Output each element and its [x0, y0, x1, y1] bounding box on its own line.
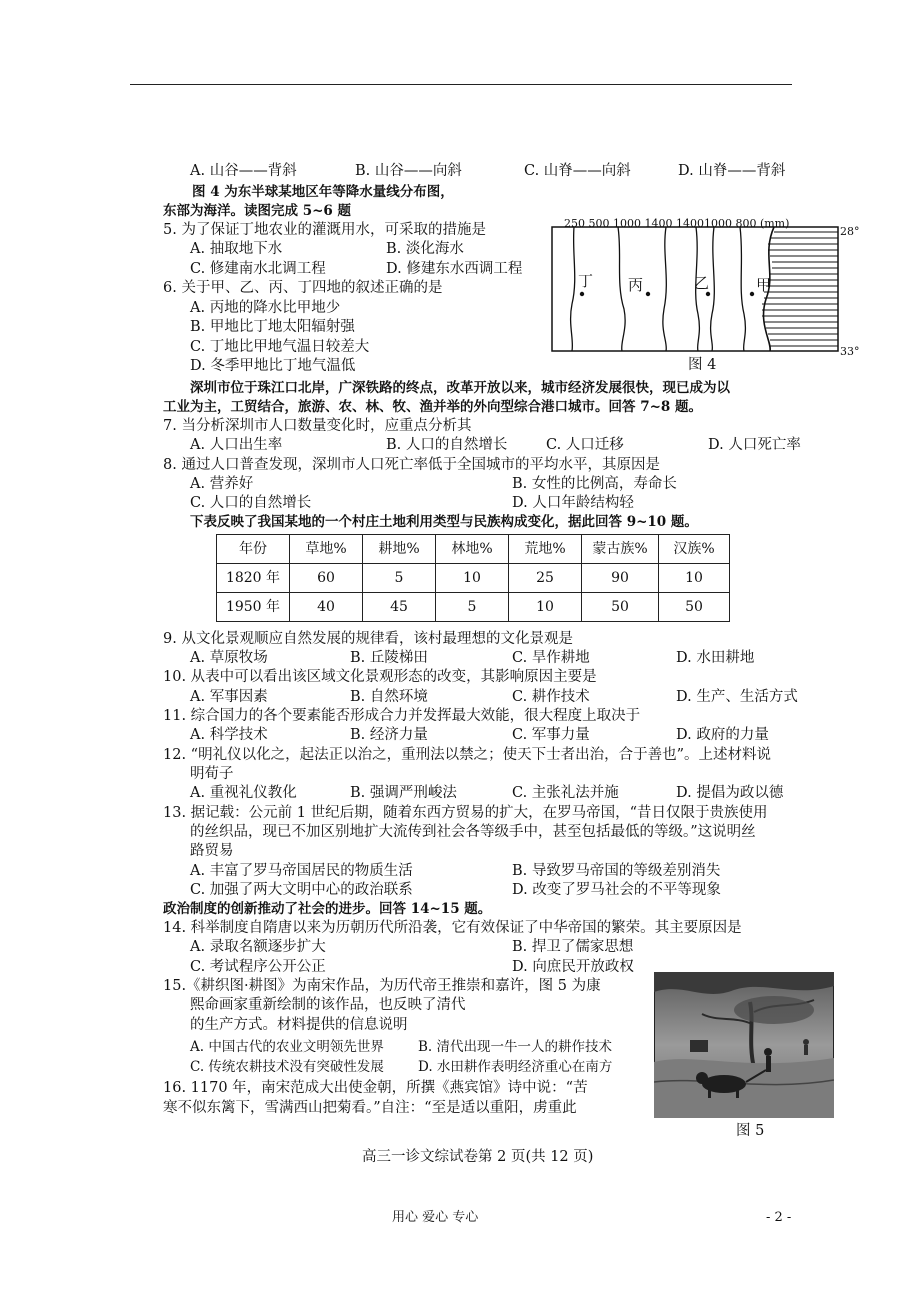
- q13-option-a: A. 丰富了罗马帝国居民的物质生活: [190, 863, 413, 879]
- q9-option-a: A. 草原牧场: [190, 650, 268, 666]
- q14-option-a: A. 录取名额逐步扩大: [190, 939, 326, 955]
- q10-option-d: D. 生产、生活方式: [676, 689, 798, 705]
- q12-option-a: A. 重视礼仪教化: [190, 785, 297, 801]
- fig4-intro-line1: 图 4 为东半球某地区年等降水量线分布图，: [192, 184, 454, 200]
- table-cell: 45: [363, 593, 436, 622]
- table-cell: 25: [509, 564, 582, 593]
- q14-option-c: C. 考试程序公开公正: [190, 959, 326, 975]
- shenzhen-intro-line2: 工业为主，工贸结合，旅游、农、林、牧、渔并举的外向型综合港口城市。回答 7~8 题。: [163, 399, 702, 415]
- latitude-top-label: 28°: [840, 225, 860, 238]
- q15-stem-line3: 的生产方式。材料提供的信息说明: [190, 1017, 408, 1033]
- q15-option-a: A. 中国古代的农业文明领先世界: [190, 1039, 384, 1055]
- place-label-bing: 丙: [628, 276, 644, 294]
- q10-option-a: A. 军事因素: [190, 689, 268, 705]
- q10-option-c: C. 耕作技术: [512, 689, 590, 705]
- exam-page-footer: 高三一诊文综试卷第 2 页(共 12 页): [362, 1149, 594, 1165]
- table-row: [217, 593, 730, 622]
- q10-stem: 10. 从表中可以看出该区域文化景观形态的改变，其影响原因主要是: [163, 669, 597, 685]
- shenzhen-intro-line1: 深圳市位于珠江口北岸，广深铁路的终点，改革开放以来，城市经济发展很快，现已成为以: [190, 380, 730, 396]
- place-dot-bing: [646, 292, 650, 296]
- q12-option-c: C. 主张礼法并施: [512, 785, 619, 801]
- q8-stem: 8. 通过人口普查发现，深圳市人口死亡率低于全国城市的平均水平，其原因是: [163, 457, 660, 473]
- q4-option-a: A. 山谷——背斜: [190, 163, 297, 179]
- land-use-table: [216, 534, 730, 622]
- isohyet-map-figure: [548, 214, 868, 372]
- table-header-cell: 耕地%: [363, 535, 436, 564]
- table-header-cell: 汉族%: [659, 535, 730, 564]
- table-cell: 1950 年: [217, 593, 290, 622]
- fig4-intro-line2: 东部为海洋。读图完成 5~6 题: [163, 203, 351, 219]
- q15-option-c: C. 传统农耕技术没有突破性发展: [190, 1059, 384, 1075]
- q7-option-c: C. 人口迁移: [546, 437, 624, 453]
- q15-stem-line1: 15.《耕织图·耕图》为南宋作品，为历代帝王推崇和嘉许，图 5 为康: [163, 978, 601, 994]
- q15-stem-line2: 熙命画家重新绘制的该作品，也反映了清代: [190, 997, 466, 1013]
- q8-option-b: B. 女性的比例高，寿命长: [512, 476, 677, 492]
- q12-stem-line2: 明荀子: [190, 766, 234, 782]
- table-header-row: [217, 535, 730, 564]
- q9-option-c: C. 旱作耕地: [512, 650, 590, 666]
- table-cell: 5: [436, 593, 509, 622]
- q4-option-c: C. 山脊——向斜: [524, 163, 631, 179]
- q5-stem: 5. 为了保证丁地农业的灌溉用水，可采取的措施是: [163, 222, 486, 238]
- q13-stem-line1: 13. 据记载：公元前 1 世纪后期，随着东西方贸易的扩大，在罗马帝国，“昔日仅限于贵族使用: [163, 805, 768, 821]
- intro-14-15: 政治制度的创新推动了社会的进步。回答 14~15 题。: [163, 901, 492, 917]
- q6-option-b: B. 甲地比丁地太阳辐射强: [190, 319, 355, 335]
- q8-option-c: C. 人口的自然增长: [190, 495, 312, 511]
- q13-option-d: D. 改变了罗马社会的不平等现象: [512, 882, 721, 898]
- table-cell: 1820 年: [217, 564, 290, 593]
- q13-stem-line2: 的丝织品，现已不加区别地扩大流传到社会各等级手中，甚至包括最低的等级。”这说明丝: [190, 824, 756, 840]
- table-cell: 40: [290, 593, 363, 622]
- q13-option-b: B. 导致罗马帝国的等级差别消失: [512, 863, 721, 879]
- q12-stem-line1: 12. “明礼仪以化之，起法正以治之，重刑法以禁之；使天下士者出治，合于善也”。上述材料说: [163, 747, 771, 763]
- table-cell: 50: [659, 593, 730, 622]
- q13-stem-line3: 路贸易: [190, 843, 234, 859]
- isohyet-values-label: 250 500 1000 1400 14001000 800 (mm): [564, 217, 790, 230]
- table-cell: 60: [290, 564, 363, 593]
- q5-option-b: B. 淡化海水: [386, 241, 464, 257]
- farming-painting-figure: [654, 972, 834, 1139]
- table-header-cell: 年份: [217, 535, 290, 564]
- q11-option-d: D. 政府的力量: [676, 727, 769, 743]
- q5-option-a: A. 抽取地下水: [190, 241, 283, 257]
- q6-option-d: D. 冬季甲地比丁地气温低: [190, 358, 356, 374]
- q9-option-d: D. 水田耕地: [676, 650, 755, 666]
- place-label-yi: 乙: [694, 274, 710, 292]
- q12-option-b: B. 强调严刑峻法: [350, 785, 457, 801]
- table-row: [217, 564, 730, 593]
- fig4-caption: 图 4: [688, 357, 717, 373]
- q5-option-c: C. 修建南水北调工程: [190, 261, 326, 277]
- place-label-ding: 丁: [578, 272, 594, 290]
- latitude-bottom-label: 33°: [840, 345, 860, 358]
- q16-line2: 寒不似东篱下，雪满西山把菊看。”自注：“至是适以重阳，虏重此: [163, 1100, 577, 1116]
- q11-option-b: B. 经济力量: [350, 727, 428, 743]
- table-cell: 10: [436, 564, 509, 593]
- q6-option-a: A. 丙地的降水比甲地少: [190, 300, 341, 316]
- q5-option-d: D. 修建东水西调工程: [386, 261, 523, 277]
- q14-stem: 14. 科举制度自隋唐以来为历朝历代所沿袭，它有效保证了中华帝国的繁荣。其主要原因是: [163, 920, 742, 936]
- q7-option-b: B. 人口的自然增长: [386, 437, 508, 453]
- table-header-cell: 草地%: [290, 535, 363, 564]
- table-header-cell: 林地%: [436, 535, 509, 564]
- q9-option-b: B. 丘陵梯田: [350, 650, 428, 666]
- q16-line1: 16. 1170 年，南宋范成大出使金朝，所撰《燕宾馆》诗中说：“苦: [163, 1080, 588, 1096]
- place-dot-ding: [580, 292, 584, 296]
- q6-stem: 6. 关于甲、乙、丙、丁四地的叙述正确的是: [163, 280, 443, 296]
- table-header-cell: 蒙古族%: [582, 535, 659, 564]
- table-header-cell: 荒地%: [509, 535, 582, 564]
- q12-option-d: D. 提倡为政以德: [676, 785, 784, 801]
- table-cell: 10: [659, 564, 730, 593]
- table-cell: 10: [509, 593, 582, 622]
- table-cell: 5: [363, 564, 436, 593]
- q8-option-d: D. 人口年龄结构轻: [512, 495, 634, 511]
- q11-option-c: C. 军事力量: [512, 727, 590, 743]
- q7-stem: 7. 当分析深圳市人口数量变化时，应重点分析其: [163, 418, 472, 434]
- isohyet-map: [548, 214, 868, 372]
- q15-option-d: D. 水田耕作表明经济重心在南方: [418, 1059, 613, 1075]
- table-intro: 下表反映了我国某地的一个村庄土地利用类型与民族构成变化，据此回答 9~10 题。: [190, 514, 698, 530]
- q14-option-d: D. 向庶民开放政权: [512, 959, 634, 975]
- table-cell: 90: [582, 564, 659, 593]
- q7-option-d: D. 人口死亡率: [708, 437, 801, 453]
- q7-option-a: A. 人口出生率: [190, 437, 283, 453]
- table-cell: 50: [582, 593, 659, 622]
- q11-option-a: A. 科学技术: [190, 727, 268, 743]
- q4-option-b: B. 山谷——向斜: [355, 163, 462, 179]
- q4-option-d: D. 山脊——背斜: [678, 163, 786, 179]
- fig5-caption: 图 5: [736, 1123, 765, 1139]
- q13-option-c: C. 加强了两大文明中心的政治联系: [190, 882, 413, 898]
- footer-motto: 用心 爱心 专心: [392, 1210, 479, 1225]
- place-dot-jia: [750, 292, 754, 296]
- header-rule: [130, 84, 792, 85]
- page-number: - 2 -: [766, 1210, 792, 1225]
- q6-option-c: C. 丁地比甲地气温日较差大: [190, 339, 370, 355]
- q11-stem: 11. 综合国力的各个要素能否形成合力并发挥最大效能，很大程度上取决于: [163, 708, 641, 724]
- q14-option-b: B. 捍卫了儒家思想: [512, 939, 634, 955]
- q8-option-a: A. 营养好: [190, 476, 254, 492]
- place-label-jia: 甲: [756, 276, 772, 294]
- q9-stem: 9. 从文化景观顺应自然发展的规律看，该村最理想的文化景观是: [163, 631, 573, 647]
- farming-painting-image: [654, 972, 834, 1118]
- q15-option-b: B. 清代出现一牛一人的耕作技术: [418, 1039, 613, 1055]
- q10-option-b: B. 自然环境: [350, 689, 428, 705]
